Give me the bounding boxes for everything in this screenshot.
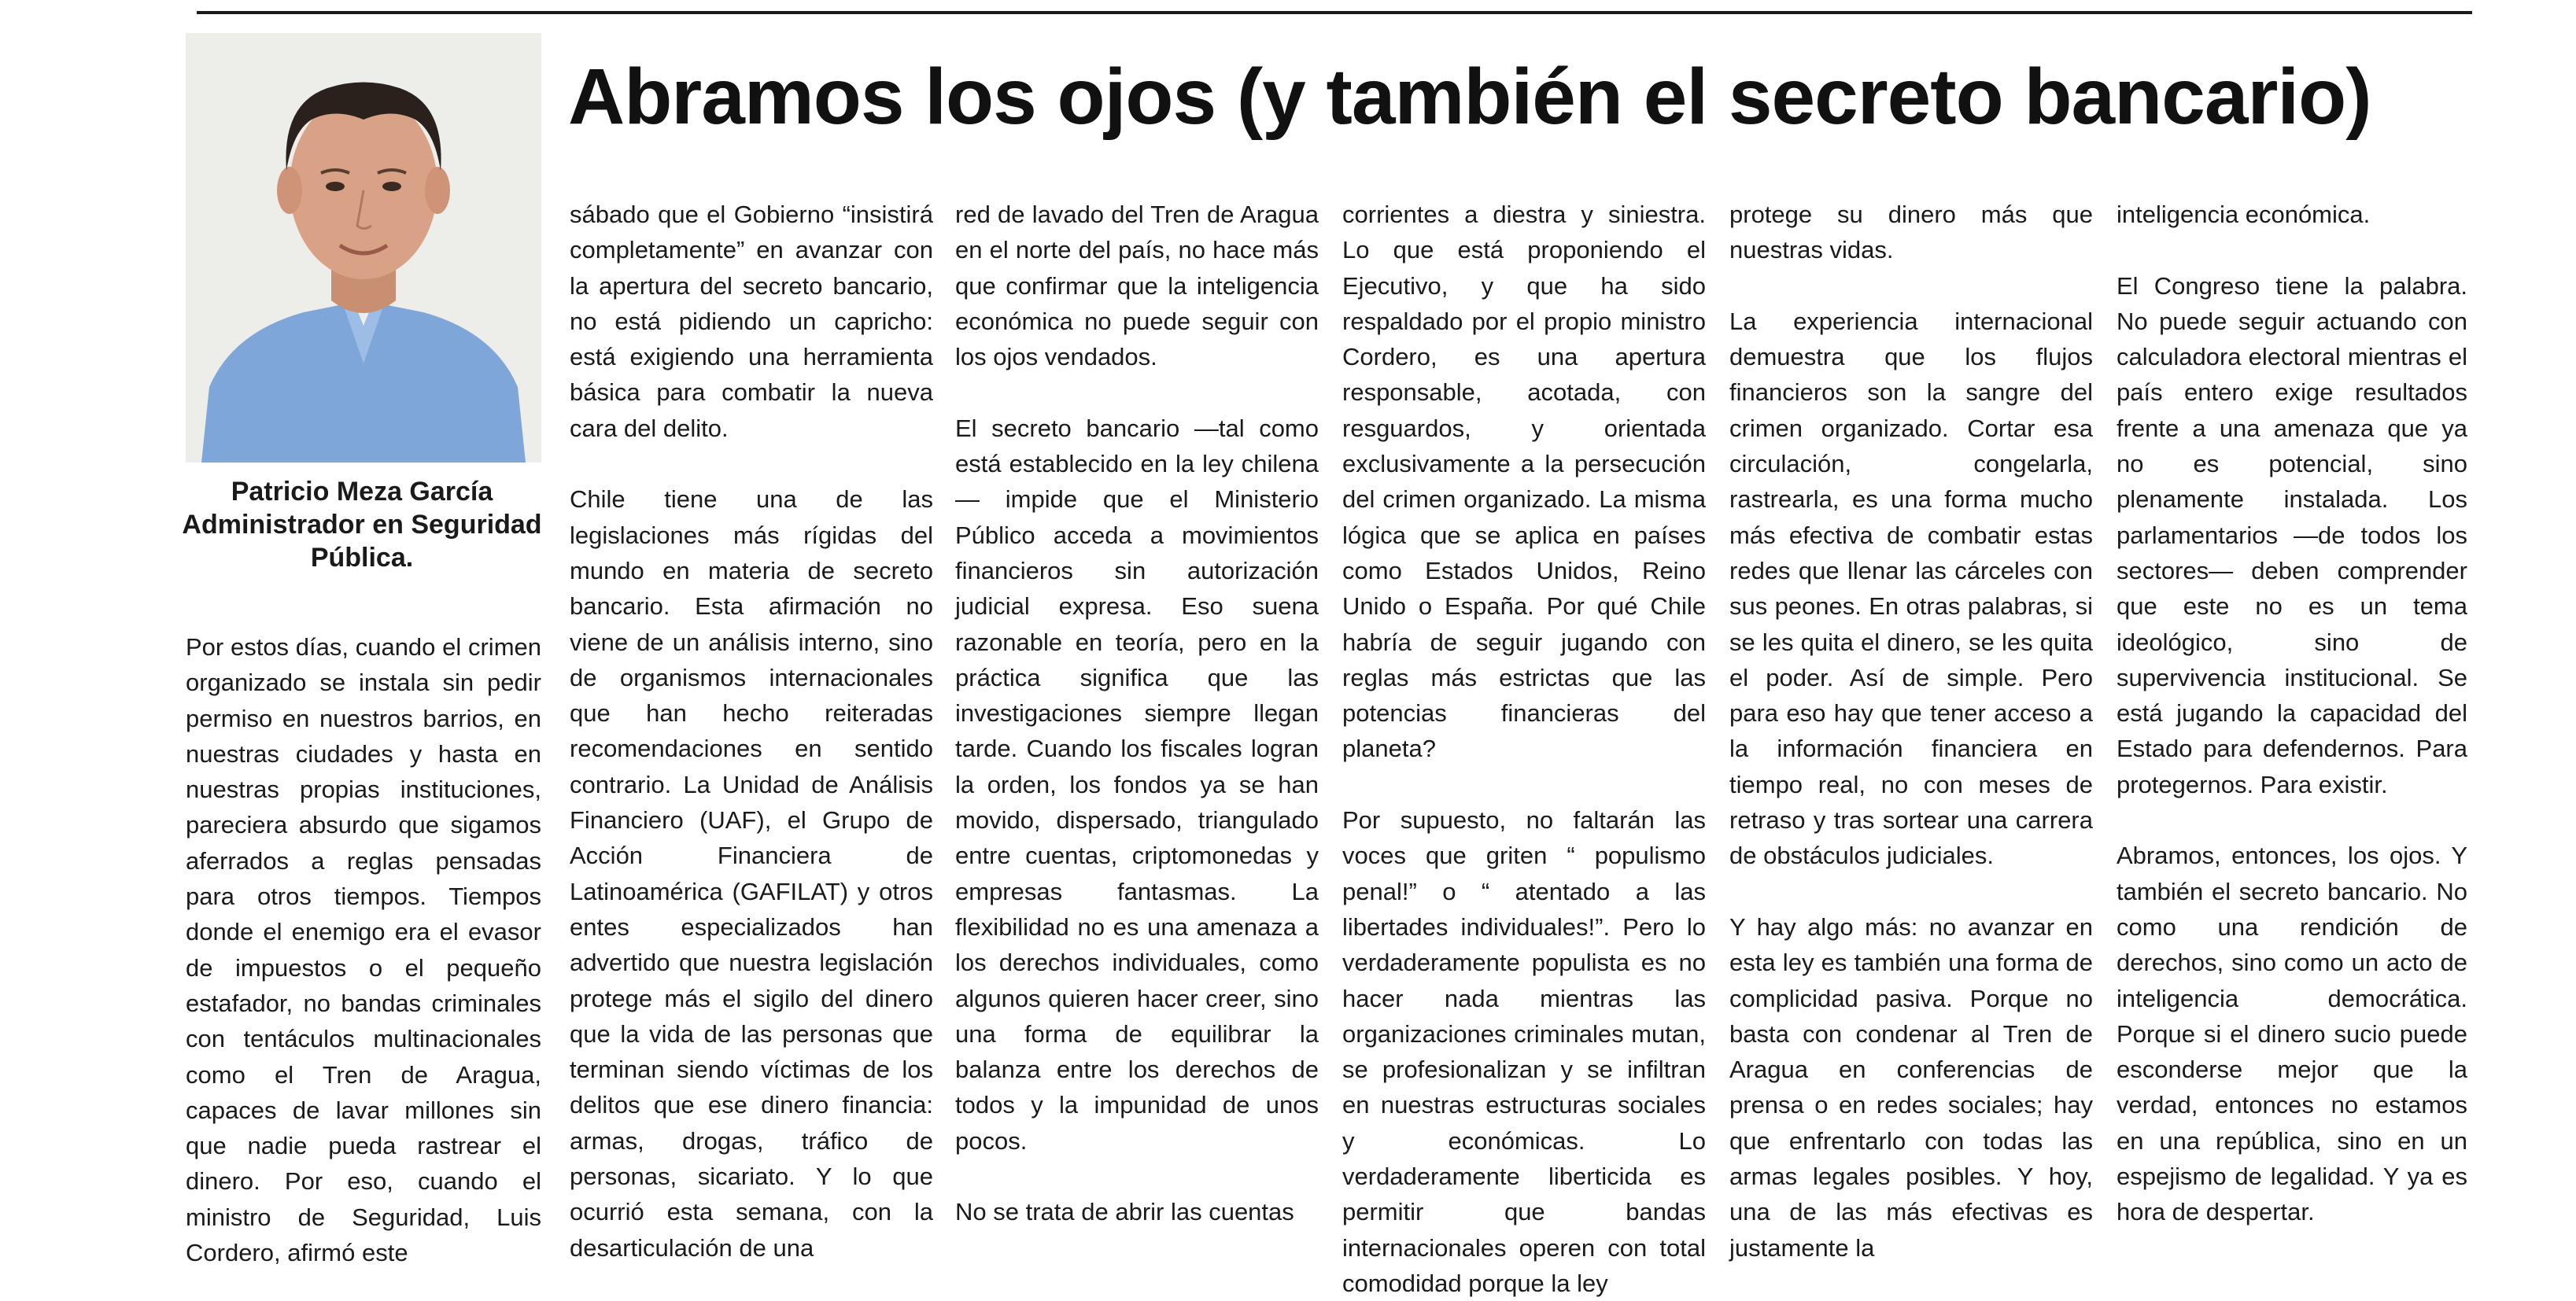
author-photo: [186, 33, 541, 463]
top-rule: [197, 11, 2472, 14]
headline: Abramos los ojos (y también el secreto bancario): [568, 53, 2371, 141]
author-byline: [157, 475, 566, 574]
paragraph: corrientes a diestra y siniestra. Lo que está proponiendo el Ejecutivo, y que ha sido respaldado por el propio ministro Cordero, es una apertura responsable, acotada, con resguardos, y orientada exclusivamente a la persecución del crimen organizado. La misma lógica que se aplica en países como Estados Unidos, Reino Unido o España. Por qué Chile habría de seguir jugando con reglas más estrictas que las potencias financieras del planeta?: [1342, 201, 1706, 763]
paragraph: Por supuesto, no faltarán las voces que griten “ populismo penal!” o “ atentado a las libertades individuales!”. Pero lo verdaderamente populista es no hacer nada mientras las organizaciones criminales mutan, se profesionalizan y se infiltran en nuestras estructuras sociales y económicas. Lo verdaderamente liberticida es permitir que bandas internacionales operen con total comodidad porque la ley: [1342, 806, 1706, 1297]
author-name: Patricio Meza García: [231, 477, 493, 507]
column-3: [955, 197, 1319, 1230]
paragraph: No se trata de abrir las cuentas: [955, 1198, 1294, 1226]
paragraph: La experiencia internacional demuestra que los flujos financieros son la sangre del crimen organizado. Cortar esa circulación, congelarla, rastrearla, es una forma mucho más efectiva de combatir estas redes que llenar las cárceles con sus peones. En otras palabras, si se les quita el dinero, se les quita el poder. Así de simple. Pero para eso hay que tener acceso a la información financiera en tiempo real, no con meses de retraso y tras sortear una carrera de obstáculos judiciales.: [1729, 307, 2093, 870]
paragraph: red de lavado del Tren de Aragua en el norte del país, no hace más que confirmar que la inteligencia económica no puede seguir con los ojos vendados.: [955, 201, 1319, 371]
column-2: [570, 197, 933, 1266]
paragraph: inteligencia económica.: [2117, 201, 2371, 228]
column-1: [186, 629, 541, 1270]
paragraph: Por estos días, cuando el crimen organizado se instala sin pedir permiso en nuestros barrios, en nuestras ciudades y hasta en nuestras propias instituciones, pareciera absurdo que sigamos aferrados a reglas pensadas para otros tiempos. Tiempos donde el enemigo era el evasor de impuestos o el pequeño estafador, no bandas criminales con tentáculos multinacionales como el Tren de Aragua, capaces de lavar millones sin que nadie pueda rastrear el dinero. Por eso, cuando el ministro de Seguridad, Luis Cordero, afirmó este: [186, 633, 541, 1267]
column-4: [1342, 197, 1706, 1301]
paragraph: protege su dinero más que nuestras vidas.: [1729, 201, 2093, 264]
paragraph: Chile tiene una de las legislaciones más rígidas del mundo en materia de secreto bancario. Esta afirmación no viene de un análisis interno, sino de organismos internacionales que han hecho reiteradas recomendaciones en sentido contrario. La Unidad de Análisis Financiero (UAF), el Grupo de Acción Financiera de Latinoamérica (GAFILAT) y otros entes especializados han advertido que nuestra legislación protege más el sigilo del dinero que la vida de las personas que terminan siendo víctimas de los delitos que ese dinero financia: armas, drogas, tráfico de personas, sicariato. Y lo que ocurrió esta semana, con la desarticulación de una: [570, 485, 933, 1262]
column-6: [2117, 197, 2467, 1230]
paragraph: Abramos, entonces, los ojos. Y también el secreto bancario. No como una rendición de derechos, sino como un acto de inteligencia democrática. Porque si el dinero sucio puede esconderse mejor que la verdad, entonces no estamos en una república, sino en un espejismo de legalidad. Y ya es hora de despertar.: [2117, 842, 2467, 1226]
paragraph: Y hay algo más: no avanzar en esta ley es también una forma de complicidad pasiva. Porque no basta con condenar al Tren de Aragua en conferencias de prensa o en redes sociales; hay que enfrentarlo con todas las armas legales posibles. Y hoy, una de las más efectivas es justamente la: [1729, 912, 2093, 1262]
paragraph: sábado que el Gobierno “insistirá completamente” en avanzar con la apertura del secreto bancario, no está pidiendo un capricho: está exigiendo una herramienta básica para combatir la nueva cara del delito.: [570, 201, 933, 442]
author-title: Administrador en Seguridad Pública.: [182, 510, 542, 573]
author-portrait-icon: [186, 33, 541, 463]
paragraph: El Congreso tiene la palabra. No puede seguir actuando con calculadora electoral mientras el país entero exige resultados frente a una amenaza que ya no es potencial, sino plenamente instalada. Los parlamentarios —de todos los sectores— deben comprender que este no es un tema ideológico, sino de supervivencia institucional. Se está jugando la capacidad del Estado para defendernos. Para protegernos. Para existir.: [2117, 271, 2467, 798]
column-5: [1729, 197, 2093, 1266]
paragraph: El secreto bancario —tal como está establecido en la ley chilena— impide que el Ministerio Público acceda a movimientos financieros sin autorización judicial expresa. Eso suena razonable en teoría, pero en la práctica significa que las investigaciones siempre llegan tarde. Cuando los fiscales logran la orden, los fondos ya se han movido, dispersado, triangulado entre cuentas, criptomonedas y empresas fantasmas. La flexibilidad no es una amenaza a los derechos individuales, como algunos quieren hacer creer, sino una forma de equilibrar la balanza entre los derechos de todos y la impunidad de unos pocos.: [955, 414, 1319, 1155]
